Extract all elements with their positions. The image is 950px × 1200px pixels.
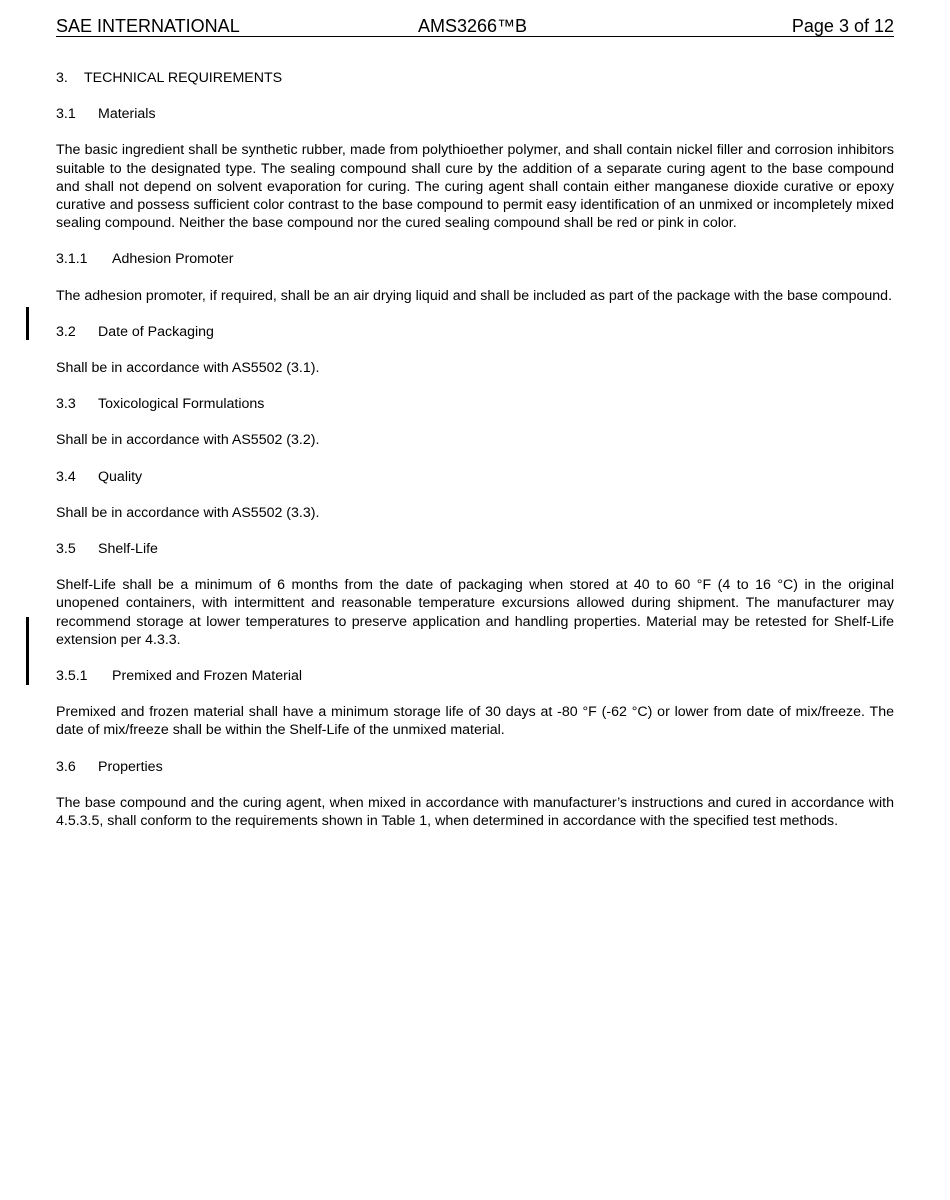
section-heading-3-6 [56,758,894,776]
section-heading-3-4 [56,468,894,486]
section-body-3-3: Shall be in accordance with AS5502 (3.2). [56,432,320,449]
revision-change-bar [26,617,29,685]
header-page-number: Page 3 of 12 [791,16,894,36]
section-title: Date of Packaging [98,323,214,340]
section-title: Quality [98,468,143,485]
section-title: Properties [98,758,163,775]
section-number: 3. [56,70,68,86]
section-title: Adhesion Promoter [112,251,234,268]
page-header [56,16,894,37]
section-heading-3-3 [56,395,894,413]
section-body-3-4: Shall be in accordance with AS5502 (3.3). [56,504,320,521]
section-body-3-5: Shelf-Life shall be a minimum of 6 months from the date of packaging when stored at 40 to 60 °F (4 to 16 °C) in the original unopened containers, with intermittent and reasonable temperature excursions allowed during shipment. The manufacturer may recommend storage at lower temperatures to preserve application and handling properties. Material may be retested for Shelf-Life extension per 4.3.3. [56,577,894,648]
section-number: 3.5 [56,541,76,558]
section-number: 3.1 [56,106,76,123]
section-title: Toxicological Formulations [98,396,265,413]
section-number: 3.5.1 [56,668,88,685]
section-body-3-1-1: The adhesion promoter, if required, shall be an air drying liquid and shall be included as part of the package with the base compound. [56,287,893,304]
section-title: Materials [98,106,156,123]
section-heading-3-5-1 [56,667,894,685]
header-org: SAE INTERNATIONAL [56,16,240,36]
section-number: 3.2 [56,323,76,340]
header-doc-id: AMS3266™B [418,16,528,36]
section-heading-3 [56,69,894,87]
section-title: Shelf-Life [98,541,158,558]
section-number: 3.6 [56,758,76,775]
revision-change-bar [26,307,29,340]
section-body-3-2: Shall be in accordance with AS5502 (3.1). [56,360,320,377]
section-heading-3-1 [56,105,894,123]
section-body-3-6: The base compound and the curing agent, when mixed in accordance with manufacturer’s instructions and cured in accordance with 4.5.3.5, shall conform to the requirements shown in Table 1, when determined in accordance with the specified test methods. [56,794,894,830]
section-heading-3-1-1 [56,250,894,268]
section-number: 3.1.1 [56,251,88,268]
section-body-3-5-1: Premixed and frozen material shall have a minimum storage life of 30 days at -80 °F (-62 °C) or lower from date of mix/freeze. The date of mix/freeze shall be within the Shelf-Life of the unmixed material. [56,704,894,739]
section-title: TECHNICAL REQUIREMENTS [84,70,283,86]
section-number: 3.4 [56,468,76,485]
section-body-3-1: The basic ingredient shall be synthetic rubber, made from polythioether polymer, and shall contain nickel filler and corrosion inhibitors suitable to the designated type. The sealing compound shall cure by the addition of a separate curing agent to the base compound and shall not depend on solvent evaporation for curing. The curing agent shall contain either manganese dioxide curative or epoxy curative and possess sufficient color contrast to the base compound to permit easy identification of an unmixed or incompletely mixed sealing compound. Neither the base compound nor the cured sealing compound shall be red or pink in color. [56,142,894,232]
document-body [56,69,894,848]
section-heading-3-5 [56,540,894,558]
section-title: Premixed and Frozen Material [112,668,303,685]
section-heading-3-2 [56,323,894,341]
section-number: 3.3 [56,396,76,413]
